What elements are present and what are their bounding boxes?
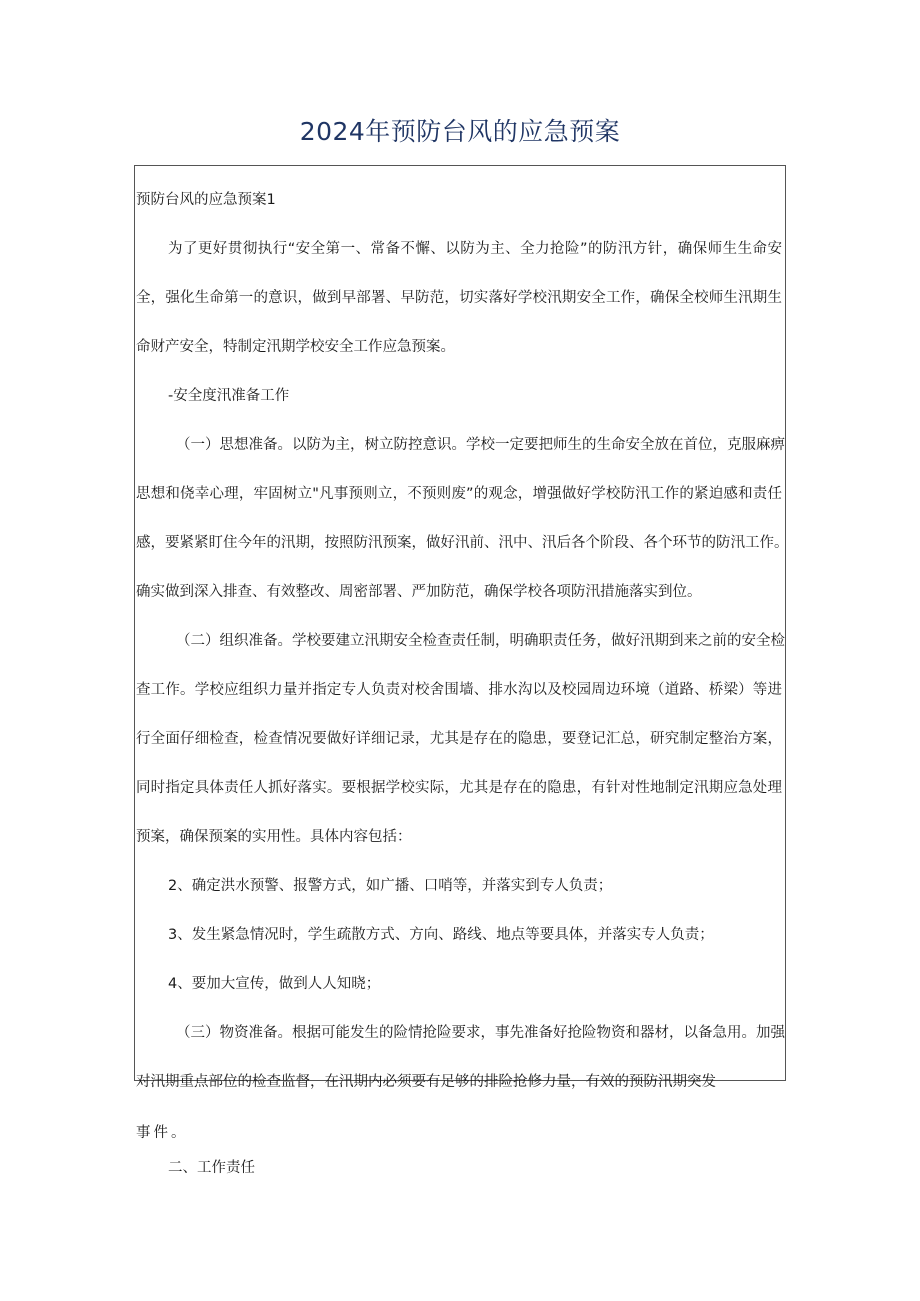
paragraph-line: 命财产安全，特制定汛期学校安全工作应急预案。	[136, 339, 455, 355]
section-heading: -安全度汛准备工作	[168, 388, 290, 404]
paragraph-line: 思想和侥幸心理，牢固树立"凡事预则立，不预则废”的观念，增强做好学校防汛工作的紧迫感和责任	[136, 486, 782, 502]
box-heading: 预防台风的应急预案1	[136, 192, 276, 208]
paragraph-line: 全，强化生命第一的意识，做到早部署、早防范，切实落好学校汛期安全工作，确保全校师生汛期生	[136, 290, 782, 306]
list-item: 2、确定洪水预警、报警方式，如广播、口哨等，并落实到专人负责；	[168, 878, 613, 894]
paragraph-line: 预案，确保预案的实用性。具体内容包括：	[136, 829, 412, 845]
section-heading: 二、工作责任	[168, 1160, 255, 1176]
list-item: 3、发生紧急情况时，学生疏散方式、方向、路线、地点等要具体，并落实专人负责；	[168, 927, 714, 943]
paragraph-line: 为了更好贯彻执行“安全第一、常备不懈、以防为主、全力抢险”的防汛方针，确保师生生命安	[168, 241, 782, 257]
paragraph-line: 同时指定具体责任人抓好落实。要根据学校实际，尤其是存在的隐患，有针对性地制定汛期应急处理	[136, 780, 782, 796]
paragraph-line: 对汛期重点部位的检查监督，在汛期内必须要有足够的排险抢修力量，有效的预防汛期突发	[136, 1074, 716, 1090]
paragraph-line: （二）组织准备。学校要建立汛期安全检查责任制，明确职责任务，做好汛期到来之前的安全检	[176, 633, 785, 649]
paragraph-line: 确实做到深入排查、有效整改、周密部署、严加防范，确保学校各项防汛措施落实到位。	[136, 584, 702, 600]
paragraph-line: （三）物资准备。根据可能发生的险情抢险要求，事先准备好抢险物资和器材，以备急用。加强	[176, 1025, 785, 1041]
list-item: 4、要加大宣传，做到人人知晓；	[168, 976, 381, 992]
continuation-text: 事件。	[136, 1125, 189, 1141]
paragraph-line: （一）思想准备。以防为主，树立防控意识。学校一定要把师生的生命安全放在首位，克服麻痹	[176, 437, 785, 453]
paragraph-line: 感，要紧紧盯住今年的汛期，按照防汛预案，做好汛前、汛中、汛后各个阶段、各个环节的防汛工作。	[136, 535, 789, 551]
document-title: 2024年预防台风的应急预案	[299, 117, 621, 146]
paragraph-line: 行全面仔细检查，检查情况要做好详细记录，尤其是存在的隐患，要登记汇总，研究制定整治方案，	[136, 731, 782, 747]
paragraph-line: 查工作。学校应组织力量并指定专人负责对校舍围墙、排水沟以及校园周边环境（道路、桥梁）等进	[136, 682, 782, 698]
